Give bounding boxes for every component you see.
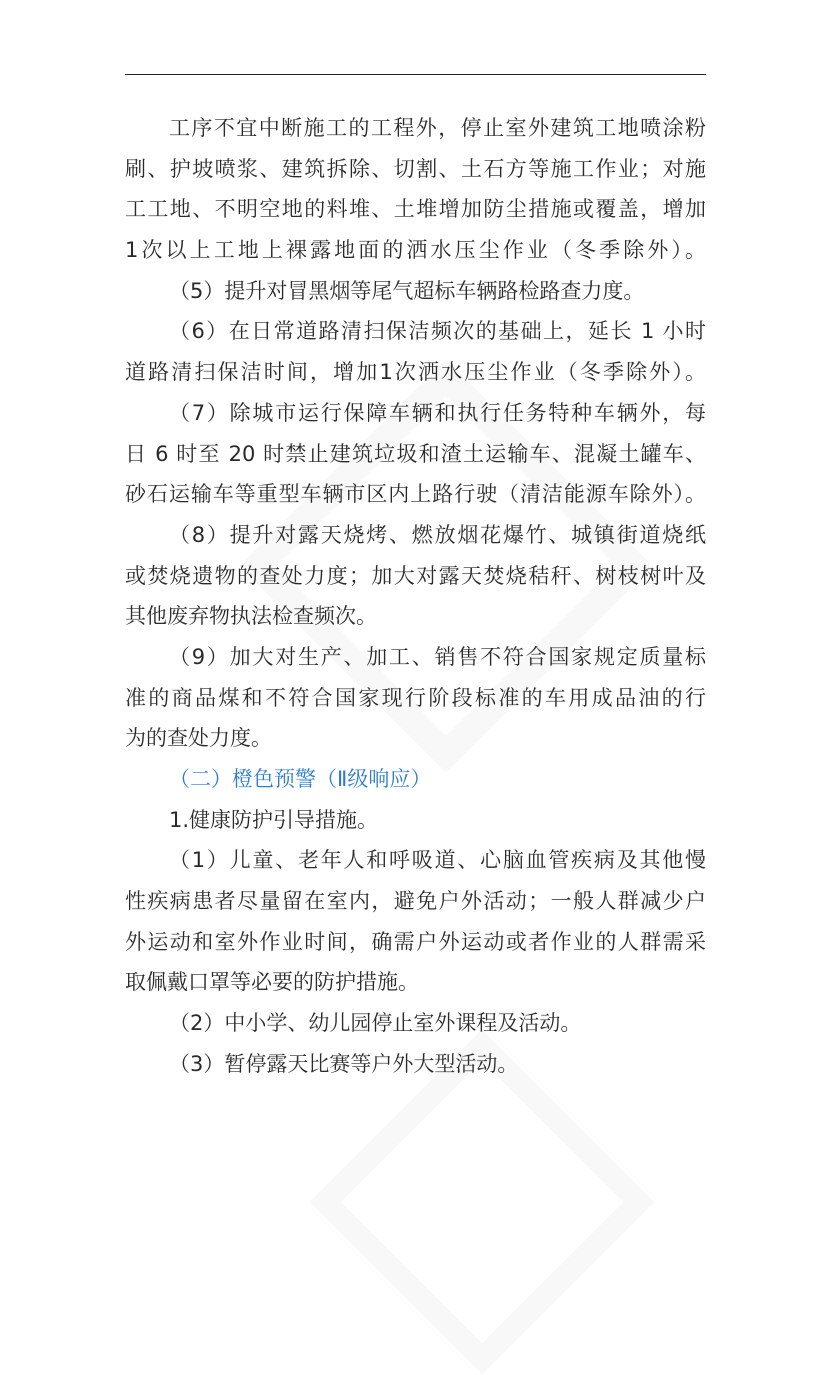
text-line: 或焚烧遗物的查处力度；加大对露天焚烧秸秆、树枝树叶及 [125, 563, 706, 588]
text-line: 为的查处力度。 [125, 726, 272, 751]
header-rule [125, 74, 706, 75]
subsection-heading: 1.健康防护引导措施。 [169, 807, 379, 832]
text-line: 取佩戴口罩等必要的防护措施。 [125, 970, 419, 995]
text-line: 刷、护坡喷浆、建筑拆除、切割、土石方等施工作业；对施 [125, 156, 706, 181]
text-line: 其他废弃物执法检查频次。 [125, 604, 377, 629]
text-line: 道路清扫保洁时间，增加1次洒水压尘作业（冬季除外）。 [125, 360, 706, 385]
text-line: （3）暂停露天比赛等户外大型活动。 [169, 1051, 519, 1076]
text-line: 日 6 时至 20 时禁止建筑垃圾和渣土运输车、混凝土罐车、 [125, 441, 706, 466]
text-line: （2）中小学、幼儿园停止室外课程及活动。 [169, 1011, 582, 1036]
text-line: （8）提升对露天烧烤、燃放烟花爆竹、城镇街道烧纸 [169, 522, 706, 547]
text-line: 1次以上工地上裸露地面的洒水压尘作业（冬季除外）。 [125, 238, 706, 263]
document-body [125, 108, 706, 1085]
text-line: （5）提升对冒黑烟等尾气超标车辆路检路查力度。 [169, 278, 645, 303]
text-line: 工序不宜中断施工的工程外，停止室外建筑工地喷涂粉 [169, 116, 706, 140]
text-line: 准的商品煤和不符合国家现行阶段标准的车用成品油的行 [125, 685, 706, 710]
section-heading: （二）橙色预警（Ⅱ级响应） [169, 767, 432, 791]
text-line: 外运动和室外作业时间，确需户外运动或者作业的人群需采 [125, 929, 706, 954]
text-line: （1）儿童、老年人和呼吸道、心脑血管疾病及其他慢 [169, 848, 706, 873]
text-line: 工工地、不明空地的料堆、土堆增加防尘措施或覆盖，增加 [125, 197, 706, 222]
text-line: 性疾病患者尽量留在室内，避免户外活动；一般人群减少户 [125, 889, 706, 914]
text-line: （7）除城市运行保障车辆和执行任务特种车辆外，每 [169, 400, 706, 425]
text-line: 砂石运输车等重型车辆市区内上路行驶（清洁能源车除外）。 [125, 482, 706, 507]
text-line: （6）在日常道路清扫保洁频次的基础上，延长 1 小时 [169, 319, 706, 344]
text-line: （9）加大对生产、加工、销售不符合国家规定质量标 [169, 644, 706, 669]
